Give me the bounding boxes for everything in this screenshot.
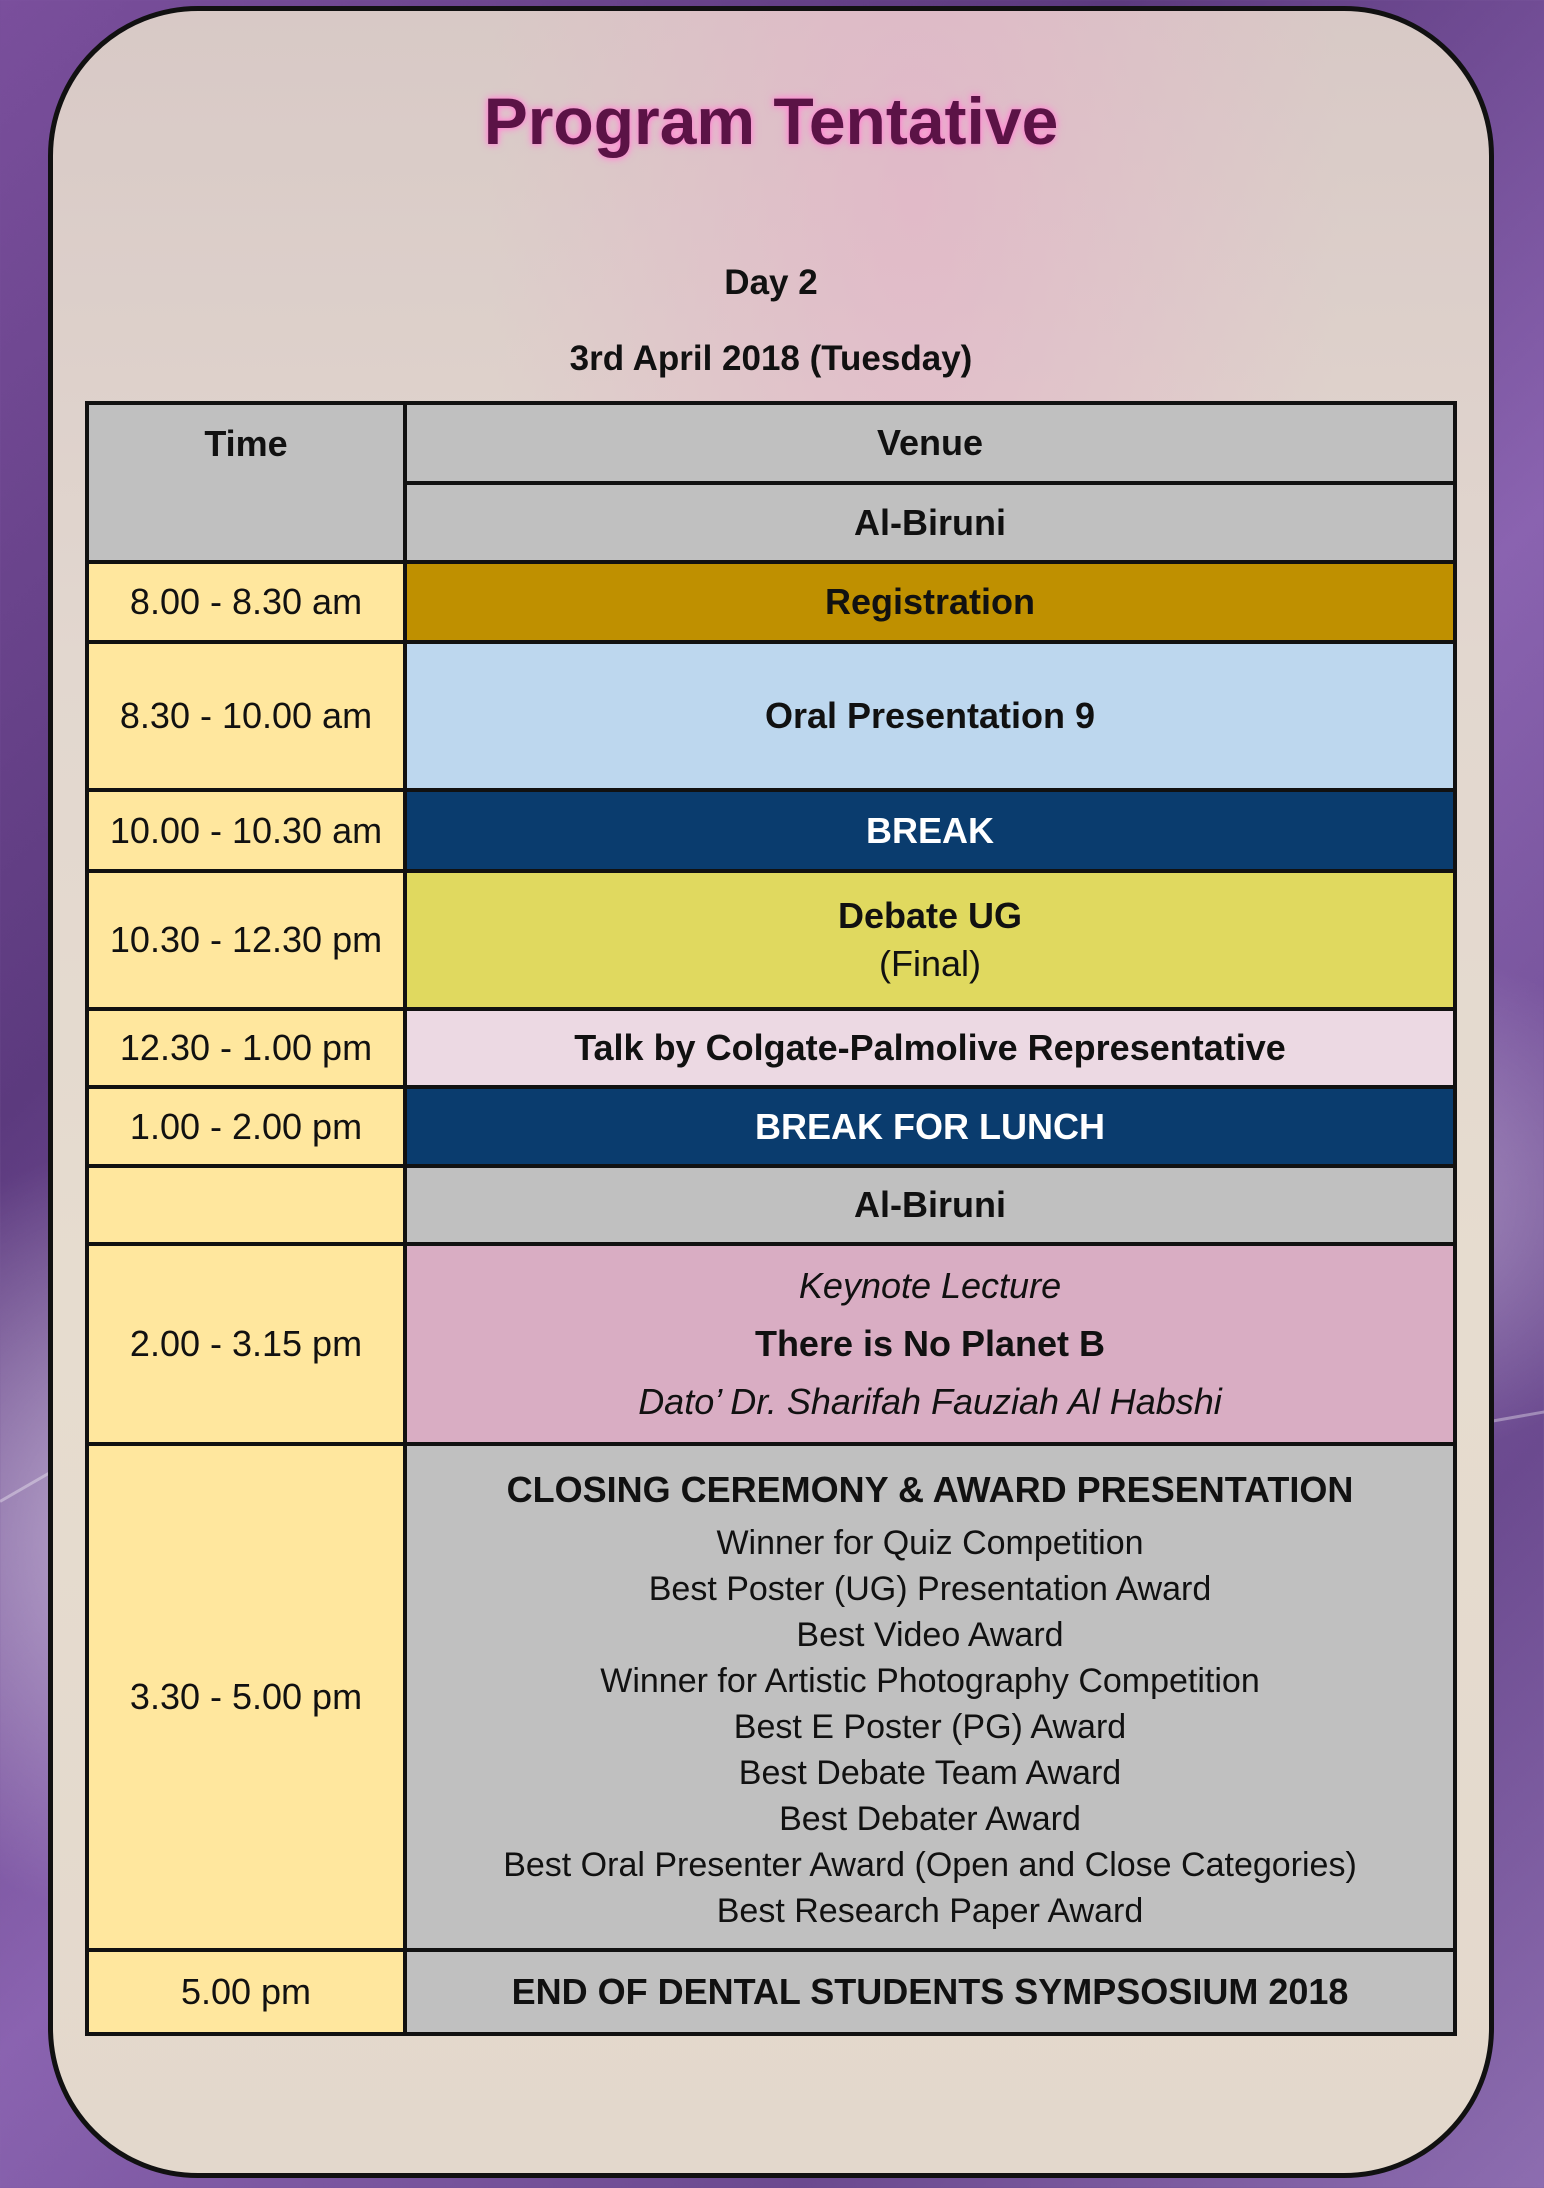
background-streak — [1490, 1410, 1544, 1423]
award-item: Best Research Paper Award — [716, 1892, 1144, 1930]
row-time: 3.30 - 5.00 pm — [87, 1444, 405, 1950]
row-event: Talk by Colgate-Palmolive Representative — [405, 1009, 1455, 1087]
award-item: Best Video Award — [796, 1616, 1064, 1654]
row-event: BREAK FOR LUNCH — [405, 1087, 1455, 1166]
keynote-cell — [405, 1244, 1455, 1444]
time-header: Time — [87, 403, 405, 562]
table-row — [87, 790, 1455, 871]
row-time: 10.30 - 12.30 pm — [87, 871, 405, 1009]
row-event: END OF DENTAL STUDENTS SYMPSOSIUM 2018 — [405, 1950, 1455, 2034]
closing-heading: CLOSING CEREMONY & AWARD PRESENTATION — [506, 1469, 1354, 1510]
venue-name: Al-Biruni — [405, 1166, 1455, 1244]
closing-row — [87, 1444, 1455, 1950]
end-row — [87, 1950, 1455, 2034]
venue-header: Venue — [405, 403, 1455, 483]
program-card — [48, 6, 1494, 2178]
award-item: Best Poster (UG) Presentation Award — [648, 1570, 1212, 1608]
award-item: Best Oral Presenter Award (Open and Close Categories) — [503, 1846, 1357, 1884]
schedule-table — [85, 401, 1457, 2036]
table-row — [87, 562, 1455, 642]
keynote-speaker: Dato’ Dr. Sharifah Fauziah Al Habshi — [638, 1381, 1222, 1422]
row-time: 2.00 - 3.15 pm — [87, 1244, 405, 1444]
row-event: Oral Presentation 9 — [405, 642, 1455, 790]
award-item: Best E Poster (PG) Award — [733, 1708, 1127, 1746]
venue-name: Al-Biruni — [405, 483, 1455, 562]
day-label: Day 2 — [724, 263, 818, 302]
row-event — [405, 871, 1455, 1009]
row-time: 10.00 - 10.30 am — [87, 790, 405, 871]
row-time: 5.00 pm — [87, 1950, 405, 2034]
row-time: 12.30 - 1.00 pm — [87, 1009, 405, 1087]
row-event: BREAK — [405, 790, 1455, 871]
table-row — [87, 642, 1455, 790]
award-item: Best Debater Award — [779, 1800, 1081, 1838]
keynote-topic: There is No Planet B — [754, 1323, 1106, 1364]
keynote-label: Keynote Lecture — [798, 1265, 1062, 1306]
table-row — [87, 1009, 1455, 1087]
row-time: 1.00 - 2.00 pm — [87, 1087, 405, 1166]
award-item: Winner for Artistic Photography Competition — [600, 1662, 1260, 1700]
table-row — [87, 1087, 1455, 1166]
venue-row — [87, 1166, 1455, 1244]
closing-cell — [405, 1444, 1455, 1950]
page-title: Program Tentative — [483, 84, 1059, 158]
keynote-row — [87, 1244, 1455, 1444]
row-time-empty — [87, 1166, 405, 1244]
debate-title: Debate UG — [837, 895, 1023, 936]
debate-note: (Final) — [878, 943, 981, 984]
award-item: Winner for Quiz Competition — [716, 1524, 1144, 1562]
table-row — [87, 871, 1455, 1009]
date-label: 3rd April 2018 (Tuesday) — [569, 339, 973, 378]
row-time: 8.00 - 8.30 am — [87, 562, 405, 642]
row-time: 8.30 - 10.00 am — [87, 642, 405, 790]
table-header-row — [87, 403, 1455, 483]
row-event: Registration — [405, 562, 1455, 642]
award-item: Best Debate Team Award — [738, 1754, 1122, 1792]
